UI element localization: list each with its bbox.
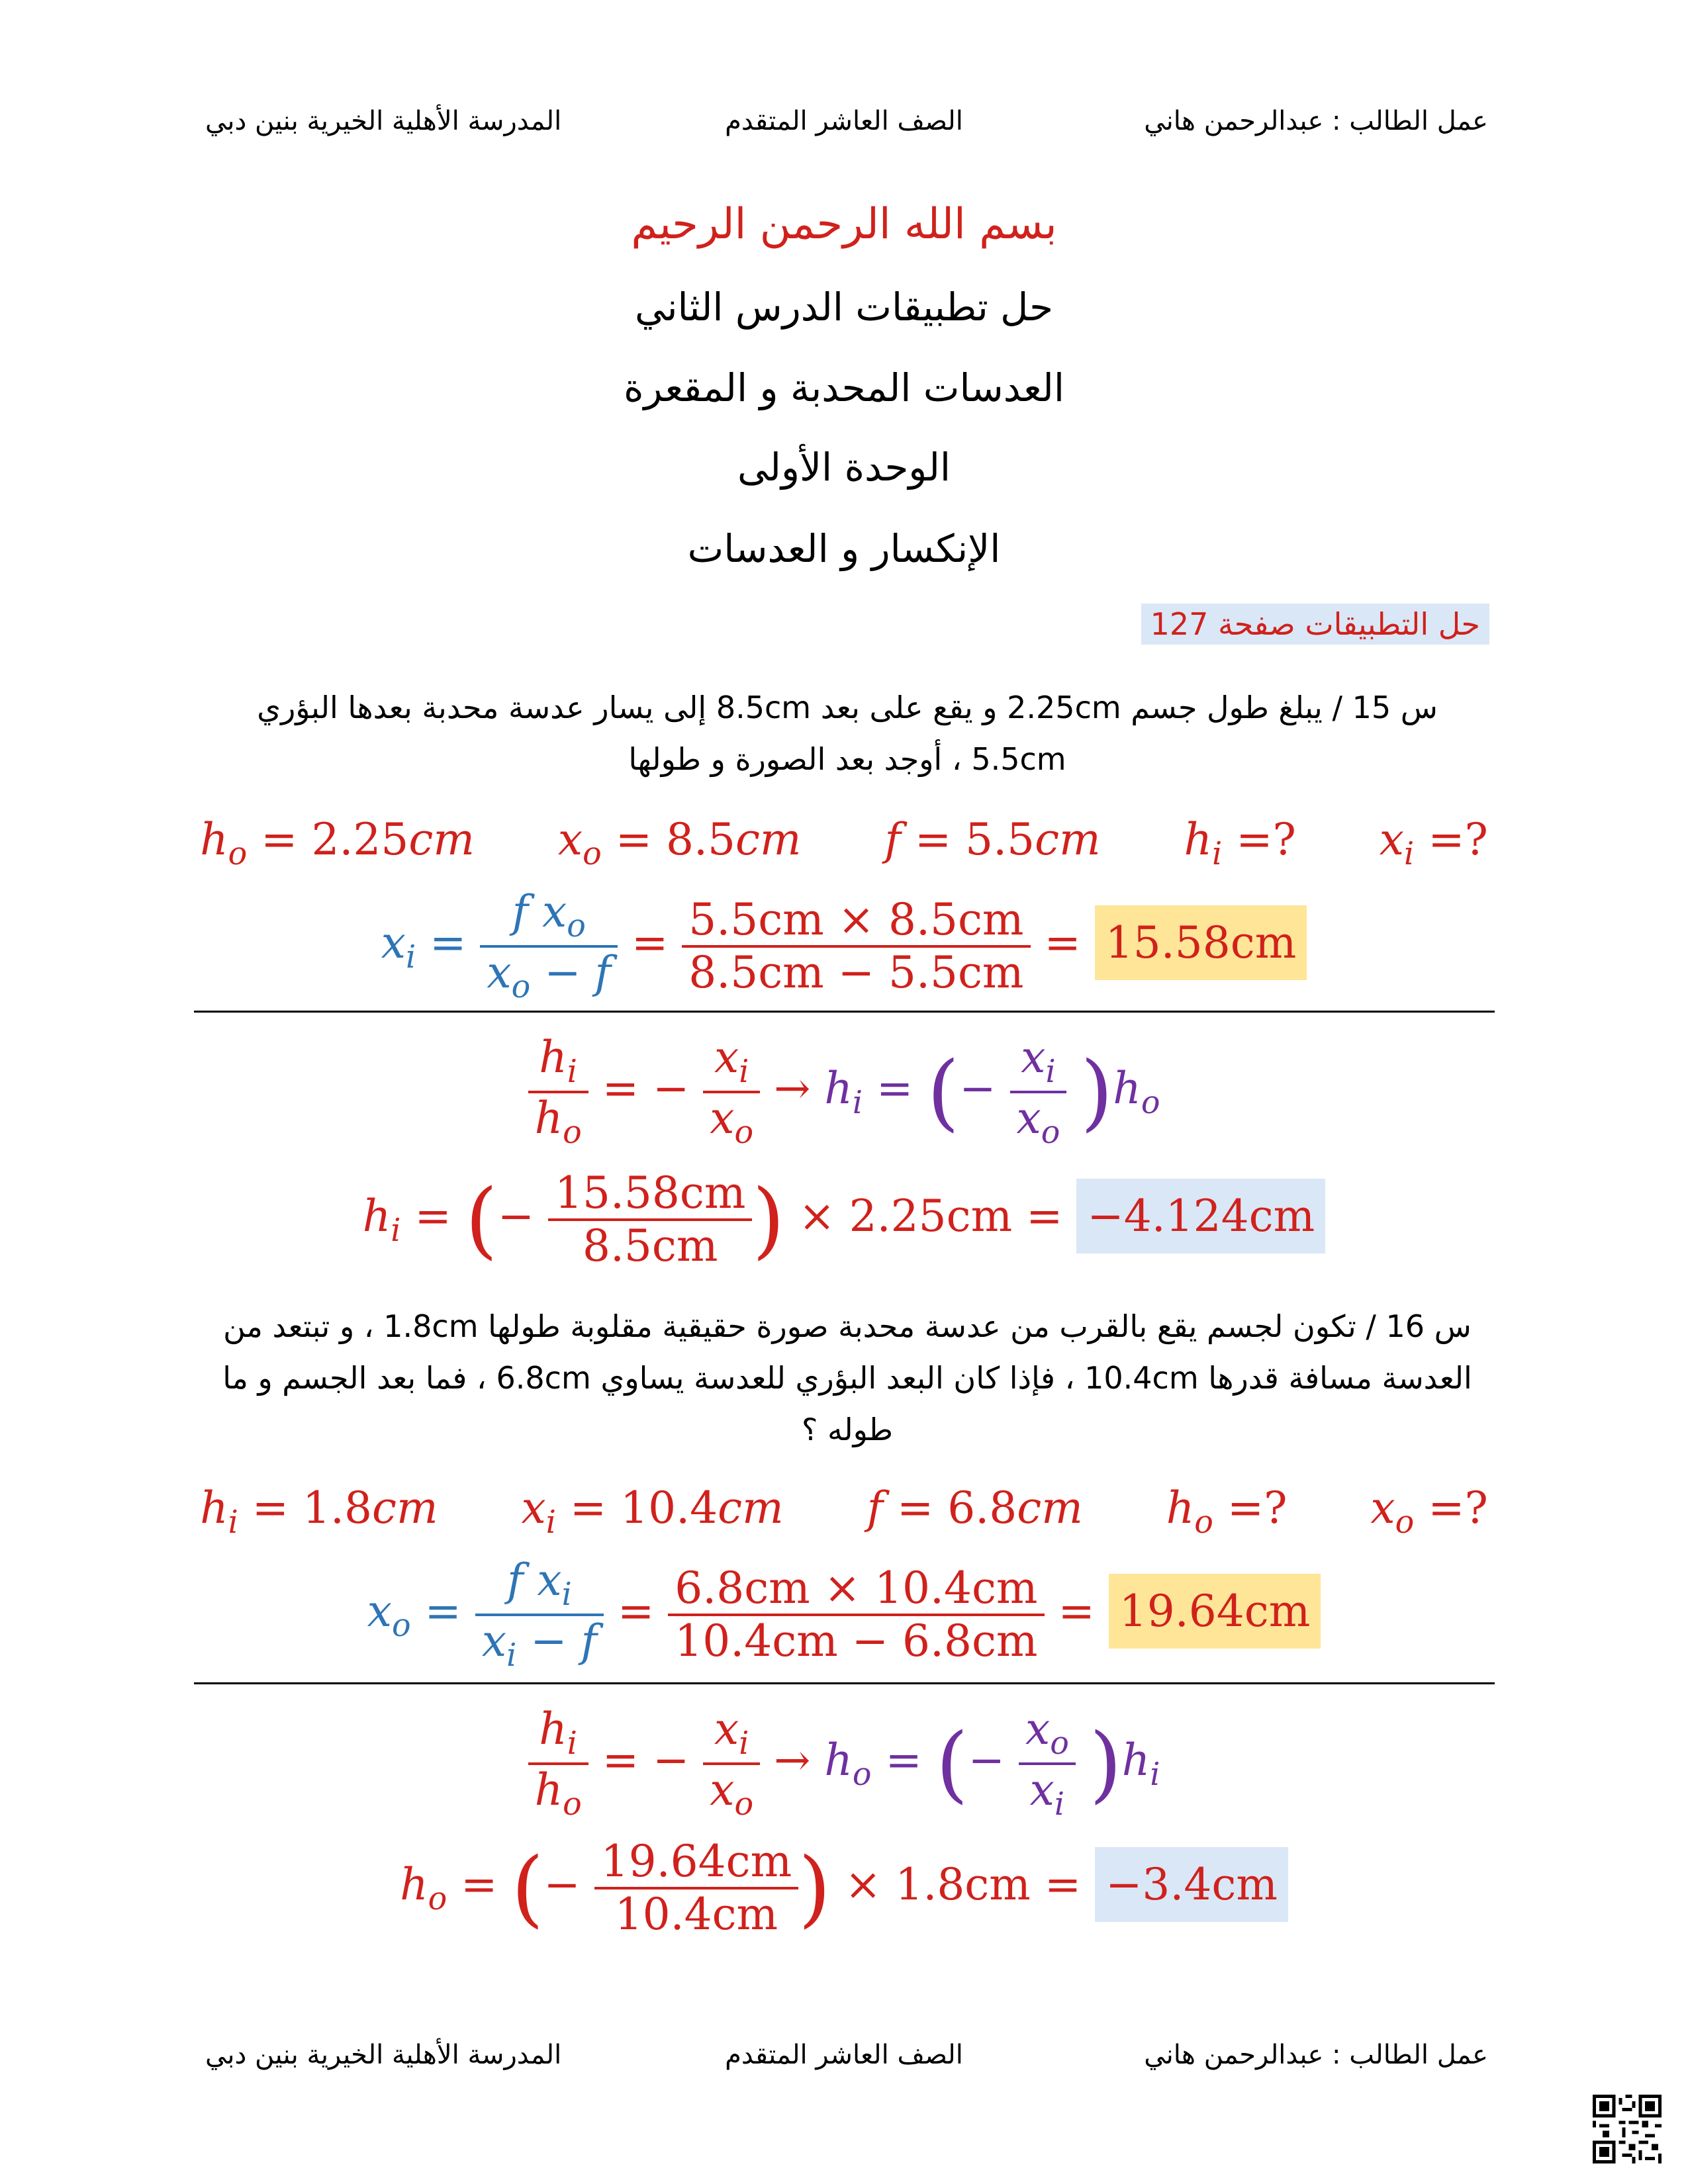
q15-xi-denominator: 8.5cm − 5.5cm bbox=[688, 946, 1024, 998]
q16-ho-calculation: $h_o$ = (− $\frac{19.64cm}{10.4cm}$ ) × 1.8cm = −3.4cm bbox=[0, 1837, 1688, 1940]
q16-xo-equation: $x_o$ = $\frac{f x_i}{x_i - f}$ = $\frac{6.8cm \times 10.4cm}{10.4cm - 6.8cm}$ = 19.64cm bbox=[0, 1555, 1688, 1674]
basmala: بسم الله الرحمن الرحيم bbox=[631, 200, 1057, 249]
question-15-line2: 5.5cm ، أوجد بعد الصورة و طولها bbox=[628, 741, 1066, 777]
header-student: عمل الطالب : عبدالرحمن هاني bbox=[1144, 106, 1488, 136]
divider-q16 bbox=[194, 1682, 1495, 1684]
q16-xo-numerator: 6.8cm × 10.4cm bbox=[668, 1563, 1044, 1616]
title-topic: العدسات المحدبة و المقعرة bbox=[624, 365, 1064, 410]
header-school: المدرسة الأهلية الخيرية بنين دبي bbox=[205, 106, 562, 136]
q15-xi-result: 15.58cm bbox=[1095, 905, 1307, 980]
question-16 bbox=[199, 1300, 1496, 1455]
q15-hi-denominator: 8.5cm bbox=[582, 1220, 718, 1271]
q15-hi-multiplier: × 2.25cm = bbox=[798, 1190, 1063, 1242]
q16-xo-result: 19.64cm bbox=[1109, 1574, 1321, 1649]
title-chapter: الإنكسار و العدسات bbox=[687, 526, 1001, 571]
qr-code-icon bbox=[1593, 2095, 1662, 2163]
q15-xi-equation: $x_i$ = $\frac{f x_o}{x_o - f}$ = $\frac{5.5cm \times 8.5cm}{8.5cm - 5.5cm}$ = 15.58cm bbox=[0, 887, 1688, 1006]
divider-q15 bbox=[194, 1011, 1495, 1013]
section-heading: حل التطبيقات صفحة 127 bbox=[1141, 604, 1489, 645]
q16-ho-multiplier: × 1.8cm = bbox=[845, 1858, 1082, 1910]
q15-magnification-equation: $\frac{h_i}{h_o}$ = − $\frac{x_i}{x_o}$ → $h_i$ = (− $\frac{x_i}{x_o}$ )$h_o$ bbox=[0, 1032, 1688, 1152]
q16-magnification-equation: $\frac{h_i}{h_o}$ = − $\frac{x_i}{x_o}$ → $h_o$ = (− $\frac{x_o}{x_i}$ )$h_i$ bbox=[0, 1704, 1688, 1823]
q16-ho-numerator: 19.64cm bbox=[594, 1837, 799, 1889]
question-16-line3: طوله ؟ bbox=[801, 1412, 894, 1447]
question-15-line1: س 15 / يبلغ طول جسم 2.25cm و يقع على بعد 8.5cm إلى يسار عدسة محدبة بعدها البؤري bbox=[257, 690, 1438, 725]
q15-hi-calculation: $h_i$ = (− $\frac{15.58cm}{8.5cm}$ ) × 2.25cm = −4.124cm bbox=[0, 1168, 1688, 1271]
q16-ho-denominator: 10.4cm bbox=[614, 1888, 778, 1940]
footer-student: عمل الطالب : عبدالرحمن هاني bbox=[1144, 2040, 1488, 2070]
q15-hi-numerator: 15.58cm bbox=[548, 1168, 753, 1221]
footer-grade: الصف العاشر المتقدم bbox=[725, 2040, 963, 2070]
question-16-line2: العدسة مسافة قدرها 10.4cm ، فإذا كان البعد البؤري للعدسة يساوي 6.8cm ، فما بعد الجسم و ما bbox=[222, 1360, 1472, 1396]
q16-xo-denominator: 10.4cm − 6.8cm bbox=[675, 1615, 1038, 1666]
footer-school: المدرسة الأهلية الخيرية بنين دبي bbox=[205, 2040, 562, 2070]
header-grade: الصف العاشر المتقدم bbox=[725, 106, 963, 136]
title-unit: الوحدة الأولى bbox=[737, 445, 951, 490]
q15-xi-numerator: 5.5cm × 8.5cm bbox=[682, 895, 1030, 948]
question-16-line1: س 16 / تكون لجسم يقع بالقرب من عدسة محدبة صورة حقيقية مقلوبة طولها 1.8cm ، و تبتعد من bbox=[223, 1308, 1472, 1344]
q16-givens: $h_i = 1.8cm$ $x_i = 10.4cm$ f = 6.8cm $h_o$ =? $x_o$ =? bbox=[200, 1482, 1488, 1541]
title-lesson: حل تطبيقات الدرس الثاني bbox=[635, 285, 1053, 330]
q16-ho-result: −3.4cm bbox=[1095, 1847, 1288, 1922]
question-15 bbox=[199, 682, 1496, 785]
q15-givens: $h_o = 2.25cm$ $x_o = 8.5cm$ f = 5.5cm $h_i$ =? $x_i$ =? bbox=[200, 814, 1488, 873]
q15-hi-result: −4.124cm bbox=[1076, 1179, 1325, 1253]
